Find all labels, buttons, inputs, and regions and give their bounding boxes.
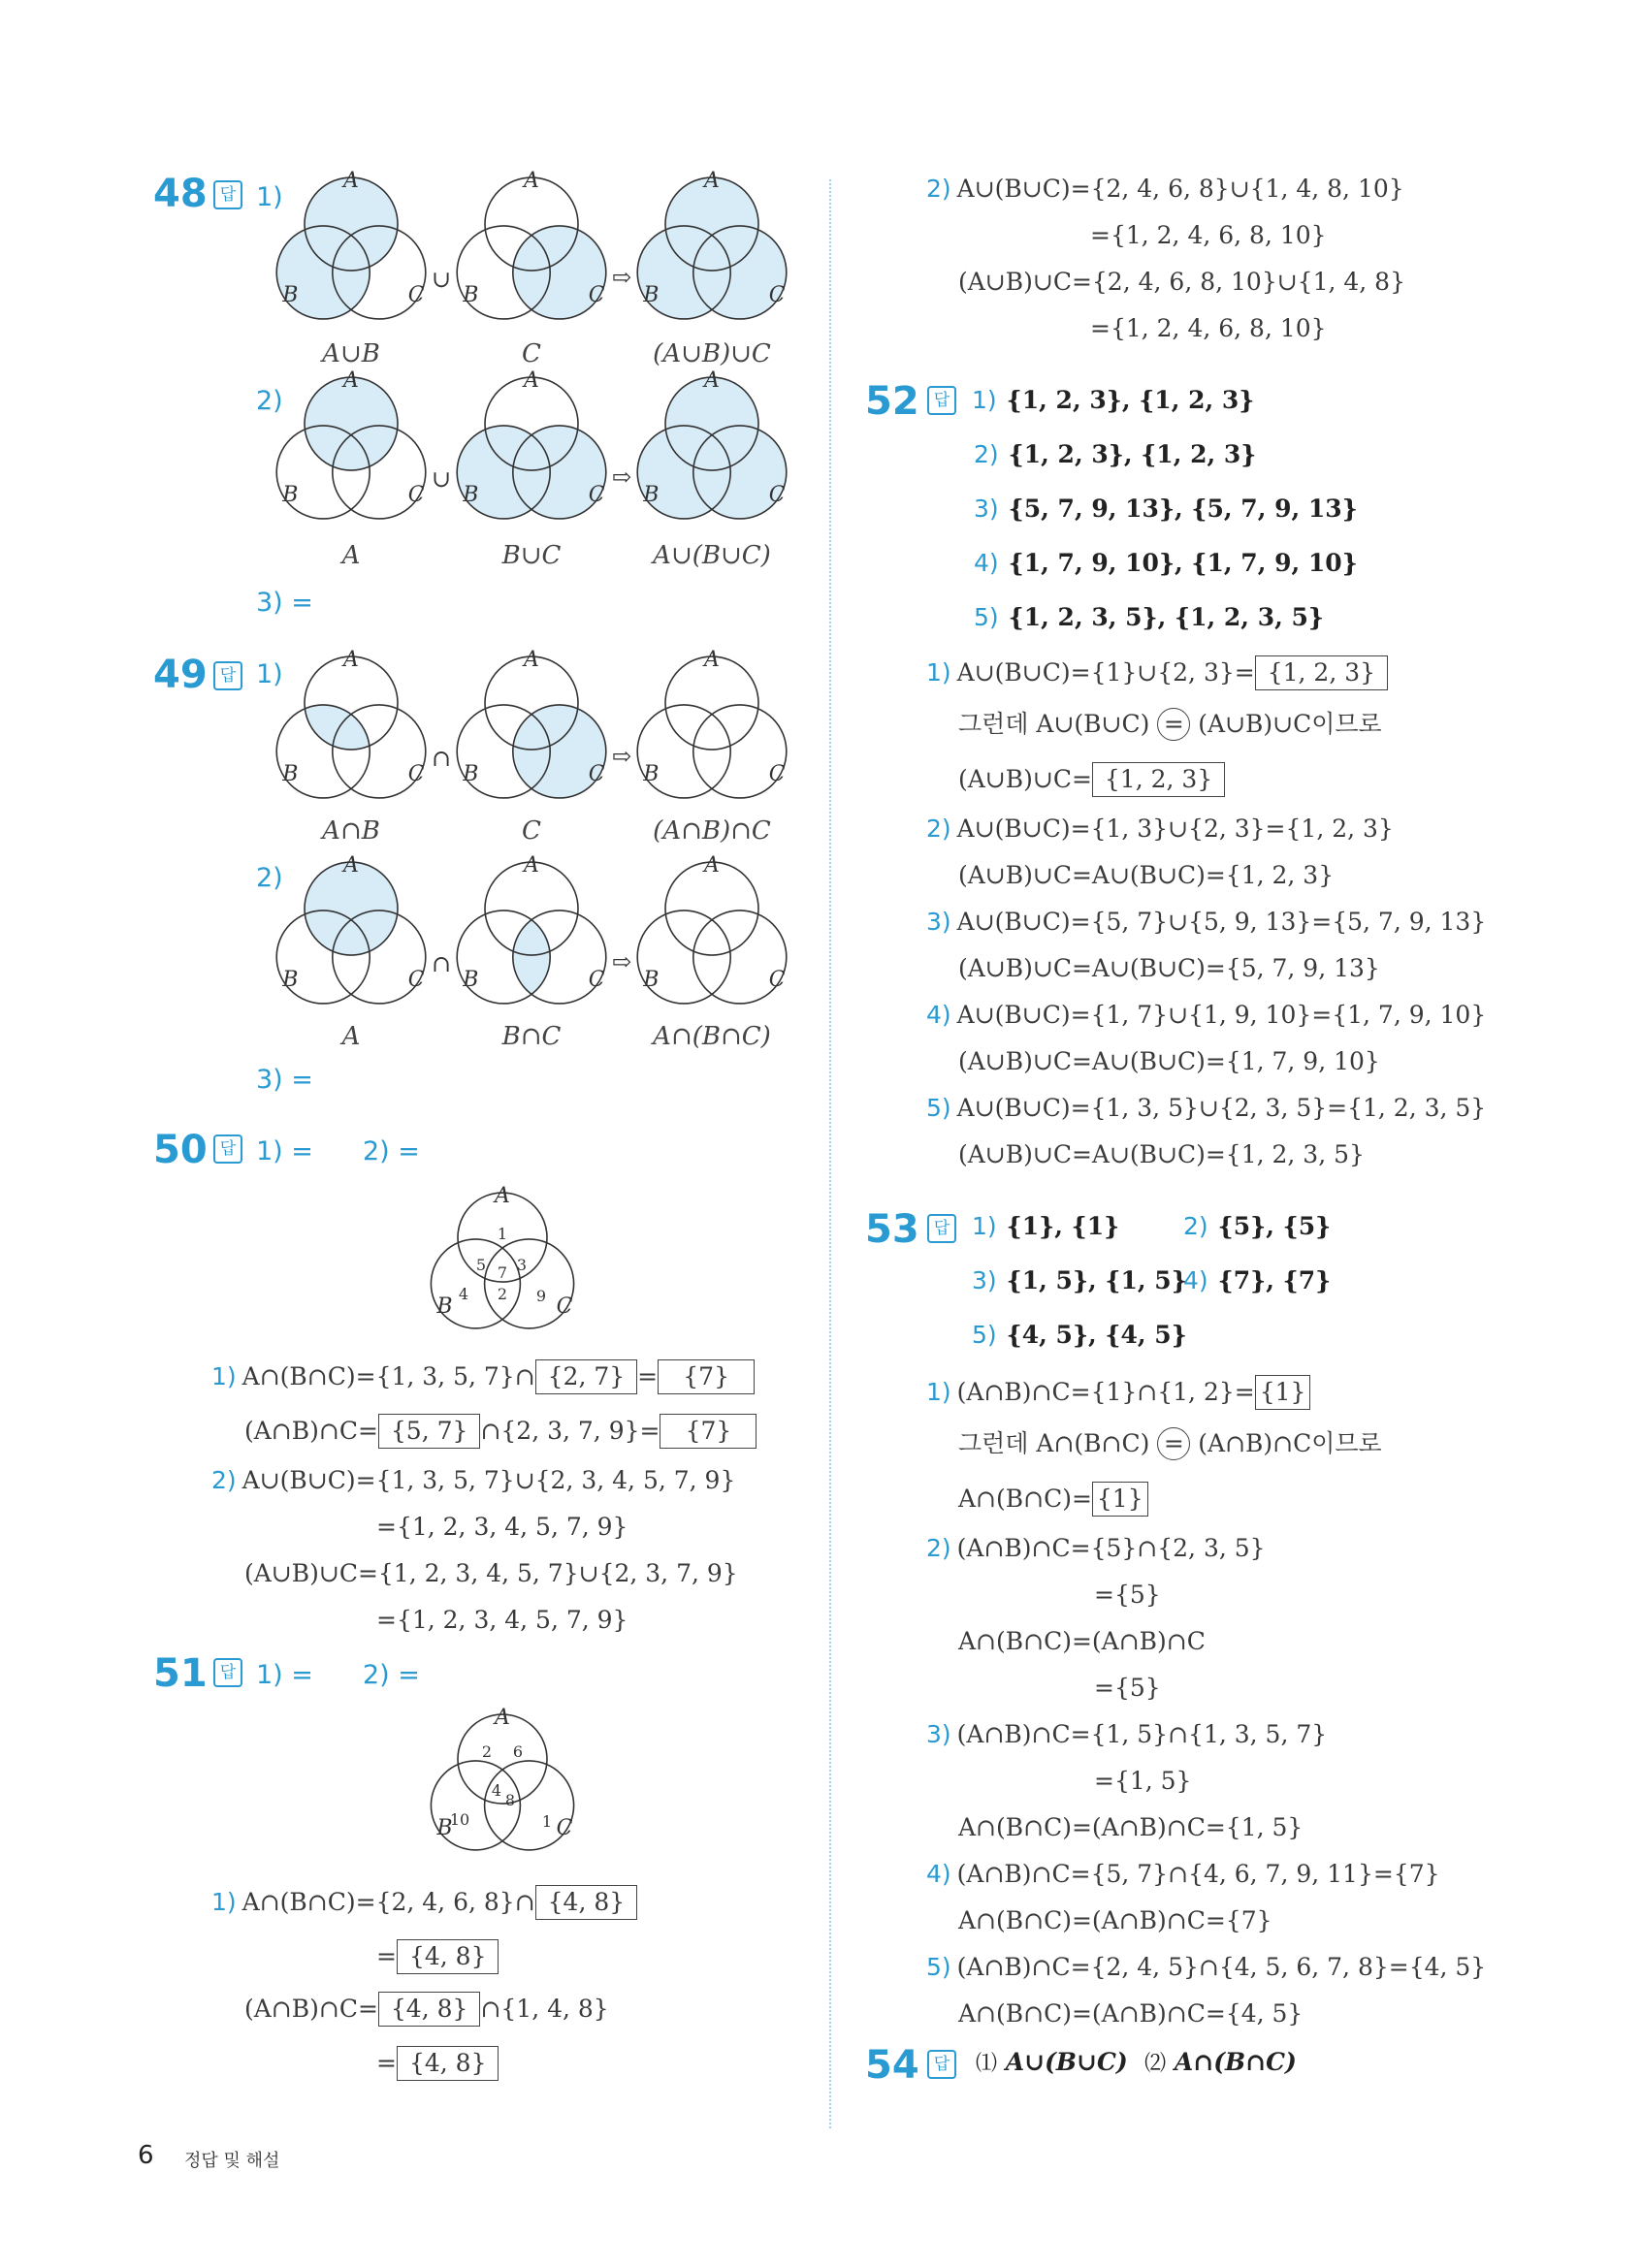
solution-line: (A∩B)∩C= {4, 8} ∩{1, 4, 8}: [244, 1992, 609, 2027]
caption: A∪B: [322, 339, 380, 368]
answer-tag: 답: [213, 180, 242, 209]
svg-text:C: C: [588, 282, 605, 307]
svg-text:B: B: [436, 1815, 453, 1840]
answer-item: 5) {4, 5}, {4, 5}: [972, 1321, 1187, 1349]
svg-text:A: A: [704, 853, 720, 878]
page-title: 정답 및 해설: [184, 2151, 280, 2171]
answer-item: 2) {1, 2, 3}, {1, 2, 3}: [974, 440, 1257, 468]
svg-text:B: B: [643, 482, 660, 507]
svg-text:B: B: [282, 761, 299, 786]
solution-line: 5) A∪(B∪C)={1, 3, 5}∪{2, 3, 5}={1, 2, 3, 5}: [926, 1094, 1487, 1122]
answer-box: {1, 2, 3}: [1092, 762, 1225, 797]
answer-tag: 답: [213, 1658, 242, 1687]
solution-line: = {4, 8}: [376, 2046, 499, 2081]
solution-line: 1) A∩(B∩C)={2, 4, 6, 8}∩ {4, 8}: [211, 1885, 637, 1920]
svg-text:B: B: [643, 967, 660, 992]
svg-text:A: A: [495, 1184, 510, 1209]
page-number: 6: [138, 2141, 154, 2170]
svg-text:7: 7: [497, 1263, 508, 1282]
solution-line: (A∪B)∪C=A∪(B∪C)={1, 7, 9, 10}: [958, 1047, 1380, 1075]
sub-label: 1) =: [256, 1660, 313, 1690]
answer-box: {1}: [1255, 1375, 1311, 1410]
solution-line: ={5}: [1094, 1674, 1161, 1702]
solution-line: ={1, 2, 4, 6, 8, 10}: [1090, 221, 1327, 249]
sub-label: 2): [256, 386, 283, 416]
solution-line: 2) A∪(B∪C)={2, 4, 6, 8}∪{1, 4, 8, 10}: [926, 175, 1404, 203]
svg-text:A: A: [343, 169, 359, 194]
problem-number-49: 49: [153, 653, 208, 697]
solution-line: 3) A∪(B∪C)={5, 7}∪{5, 9, 13}={5, 7, 9, 13}: [926, 908, 1487, 936]
answer-item: ⑴ A∪(B∪C) ⑵ A∩(B∩C): [976, 2048, 1297, 2076]
solution-line: ={1, 2, 3, 4, 5, 7, 9}: [376, 1606, 628, 1634]
caption: C: [522, 816, 541, 846]
svg-text:C: C: [407, 282, 425, 307]
svg-text:A: A: [524, 368, 539, 394]
problem-number-53: 53: [865, 1207, 919, 1252]
answer-item: 5) {1, 2, 3, 5}, {1, 2, 3, 5}: [974, 603, 1324, 631]
svg-text:3: 3: [516, 1256, 528, 1274]
caption: B∩C: [501, 1022, 562, 1051]
answer-box: {1, 2, 3}: [1255, 655, 1388, 690]
svg-text:8: 8: [504, 1791, 516, 1809]
caption: A∩(B∩C): [653, 1022, 771, 1051]
svg-text:⇨: ⇨: [611, 463, 632, 491]
answer-box: {7}: [658, 1359, 755, 1394]
svg-text:⇨: ⇨: [611, 948, 632, 975]
svg-text:∪: ∪: [431, 266, 452, 293]
solution-line: (A∪B)∪C=A∪(B∪C)={5, 7, 9, 13}: [958, 954, 1380, 982]
svg-text:B: B: [282, 282, 299, 307]
svg-text:C: C: [768, 482, 786, 507]
answer-box: {4, 8}: [378, 1992, 481, 2027]
caption: A∪(B∪C): [653, 541, 771, 570]
svg-text:B: B: [282, 482, 299, 507]
solution-line: 3) (A∩B)∩C={1, 5}∩{1, 3, 5, 7}: [926, 1720, 1328, 1748]
svg-text:B: B: [643, 761, 660, 786]
solution-line: (A∪B)∪C=A∪(B∪C)={1, 2, 3, 5}: [958, 1140, 1365, 1168]
svg-text:2: 2: [481, 1742, 493, 1761]
svg-text:⇨: ⇨: [611, 264, 632, 291]
solution-line: 그런데 A∪(B∪C) = (A∪B)∪C이므로: [958, 708, 1382, 741]
solution-line: (A∪B)∪C=A∪(B∪C)={1, 2, 3}: [958, 861, 1335, 889]
svg-text:A: A: [343, 853, 359, 878]
caption: (A∩B)∩C: [653, 816, 771, 846]
svg-text:2: 2: [497, 1285, 508, 1303]
svg-text:B: B: [436, 1294, 453, 1319]
answer-tag: 답: [927, 1214, 956, 1243]
problem-number-52: 52: [865, 379, 919, 424]
solution-line: 2) A∪(B∪C)={1, 3}∪{2, 3}={1, 2, 3}: [926, 815, 1394, 843]
svg-text:C: C: [768, 282, 786, 307]
sub-label: 3) =: [256, 1065, 313, 1095]
svg-text:C: C: [588, 967, 605, 992]
solution-line: 1) A∪(B∪C)={1}∪{2, 3}= {1, 2, 3}: [926, 655, 1388, 690]
solution-line: A∩(B∩C)= {1}: [958, 1482, 1148, 1517]
caption: A∩B: [322, 816, 380, 846]
svg-text:C: C: [407, 967, 425, 992]
solution-line: (A∪B)∪C= {1, 2, 3}: [958, 762, 1225, 797]
solution-line: ={1, 2, 4, 6, 8, 10}: [1090, 314, 1327, 342]
svg-text:A: A: [704, 368, 720, 394]
svg-text:A: A: [704, 169, 720, 194]
answer-box: {7}: [660, 1414, 757, 1449]
svg-text:A: A: [524, 648, 539, 673]
answer-circle: =: [1157, 708, 1190, 741]
solution-line: (A∪B)∪C={1, 2, 3, 4, 5, 7}∪{2, 3, 7, 9}: [244, 1559, 738, 1587]
solution-line: (A∩B)∩C= {5, 7} ∩{2, 3, 7, 9}= {7}: [244, 1414, 757, 1449]
solution-line: A∩(B∩C)=(A∩B)∩C={7}: [958, 1906, 1272, 1934]
sub-label: 2) =: [363, 1660, 420, 1690]
svg-text:9: 9: [535, 1287, 547, 1305]
svg-text:A: A: [704, 648, 720, 673]
solution-line: A∩(B∩C)=(A∩B)∩C={1, 5}: [958, 1813, 1304, 1841]
sub-label: 3) =: [256, 588, 313, 618]
svg-text:∩: ∩: [431, 745, 452, 772]
solution-line: 2) (A∩B)∩C={5}∩{2, 3, 5}: [926, 1534, 1266, 1562]
svg-text:C: C: [588, 482, 605, 507]
answer-tag: 답: [927, 2050, 956, 2079]
solution-line: ={1, 5}: [1094, 1767, 1192, 1795]
sub-label: 1): [256, 182, 283, 212]
svg-text:A: A: [343, 368, 359, 394]
solution-line: 1) A∩(B∩C)={1, 3, 5, 7}∩ {2, 7} = {7}: [211, 1359, 755, 1394]
solution-line: A∩(B∩C)=(A∩B)∩C: [958, 1627, 1206, 1655]
caption: B∪C: [501, 541, 562, 570]
svg-text:C: C: [556, 1294, 573, 1319]
problem-number-51: 51: [153, 1651, 208, 1696]
answer-item: 1) {1, 2, 3}, {1, 2, 3}: [972, 386, 1255, 414]
answer-item: 3) {1, 5}, {1, 5}: [972, 1266, 1187, 1294]
solution-line: (A∪B)∪C={2, 4, 6, 8, 10}∪{1, 4, 8}: [958, 268, 1405, 296]
answer-circle: =: [1157, 1427, 1190, 1460]
answer-item: 3) {5, 7, 9, 13}, {5, 7, 9, 13}: [974, 495, 1358, 523]
svg-text:A: A: [524, 169, 539, 194]
svg-text:C: C: [556, 1815, 573, 1840]
svg-text:A: A: [524, 853, 539, 878]
sub-label: 2): [256, 863, 283, 893]
solution-line: 2) A∪(B∪C)={1, 3, 5, 7}∪{2, 3, 4, 5, 7, 9}: [211, 1466, 736, 1494]
solution-line: A∩(B∩C)=(A∩B)∩C={4, 5}: [958, 1999, 1304, 2028]
solution-line: 4) A∪(B∪C)={1, 7}∪{1, 9, 10}={1, 7, 9, 10}: [926, 1001, 1487, 1029]
sub-label: 1) =: [256, 1136, 313, 1166]
solution-line: 그런데 A∩(B∩C) = (A∩B)∩C이므로: [958, 1427, 1382, 1460]
solution-line: ={5}: [1094, 1581, 1161, 1609]
caption: A: [341, 1022, 361, 1051]
sub-label: 1): [256, 659, 283, 689]
svg-text:B: B: [463, 282, 479, 307]
answer-item: 1) {1}, {1}: [972, 1212, 1120, 1240]
answer-item: 4) {1, 7, 9, 10}, {1, 7, 9, 10}: [974, 549, 1358, 577]
svg-text:C: C: [768, 967, 786, 992]
answer-box: {5, 7}: [378, 1414, 481, 1449]
answer-item: 4) {7}, {7}: [1183, 1266, 1332, 1294]
answer-box: {4, 8}: [397, 2046, 499, 2081]
svg-text:A: A: [343, 648, 359, 673]
problem-number-48: 48: [153, 172, 208, 216]
caption: C: [522, 339, 541, 368]
svg-text:B: B: [643, 282, 660, 307]
caption: (A∪B)∪C: [653, 339, 771, 368]
problem-number-54: 54: [865, 2043, 919, 2088]
svg-text:B: B: [282, 967, 299, 992]
answer-item: 2) {5}, {5}: [1183, 1212, 1332, 1240]
svg-text:⇨: ⇨: [611, 743, 632, 770]
svg-text:C: C: [407, 482, 425, 507]
solution-line: = {4, 8}: [376, 1939, 499, 1974]
svg-text:6: 6: [512, 1742, 524, 1761]
answer-box: {4, 8}: [397, 1939, 499, 1974]
svg-text:4: 4: [491, 1781, 502, 1800]
answer-box: {2, 7}: [535, 1359, 638, 1394]
answer-tag: 답: [927, 386, 956, 415]
answer-box: {4, 8}: [535, 1885, 638, 1920]
answer-tag: 답: [213, 661, 242, 690]
svg-text:B: B: [463, 967, 479, 992]
svg-text:B: B: [463, 761, 479, 786]
svg-text:∪: ∪: [431, 465, 452, 493]
svg-text:1: 1: [497, 1225, 508, 1243]
svg-text:B: B: [463, 482, 479, 507]
answer-box: {1}: [1092, 1482, 1148, 1517]
svg-text:C: C: [588, 761, 605, 786]
svg-text:4: 4: [458, 1285, 469, 1303]
answer-tag: 답: [213, 1134, 242, 1164]
svg-text:A: A: [495, 1706, 510, 1731]
solution-line: ={1, 2, 3, 4, 5, 7, 9}: [376, 1513, 628, 1541]
svg-text:10: 10: [449, 1810, 470, 1829]
caption: A: [341, 541, 361, 570]
sub-label: 2) =: [363, 1136, 420, 1166]
svg-text:1: 1: [541, 1812, 553, 1831]
solution-line: 5) (A∩B)∩C={2, 4, 5}∩{4, 5, 6, 7, 8}={4, 5}: [926, 1953, 1487, 1981]
svg-text:∩: ∩: [431, 950, 452, 977]
svg-text:5: 5: [475, 1256, 487, 1274]
svg-text:C: C: [768, 761, 786, 786]
solution-line: 1) (A∩B)∩C={1}∩{1, 2}= {1}: [926, 1375, 1310, 1410]
svg-text:C: C: [407, 761, 425, 786]
solution-line: 4) (A∩B)∩C={5, 7}∩{4, 6, 7, 9, 11}={7}: [926, 1860, 1440, 1888]
problem-number-50: 50: [153, 1128, 208, 1172]
